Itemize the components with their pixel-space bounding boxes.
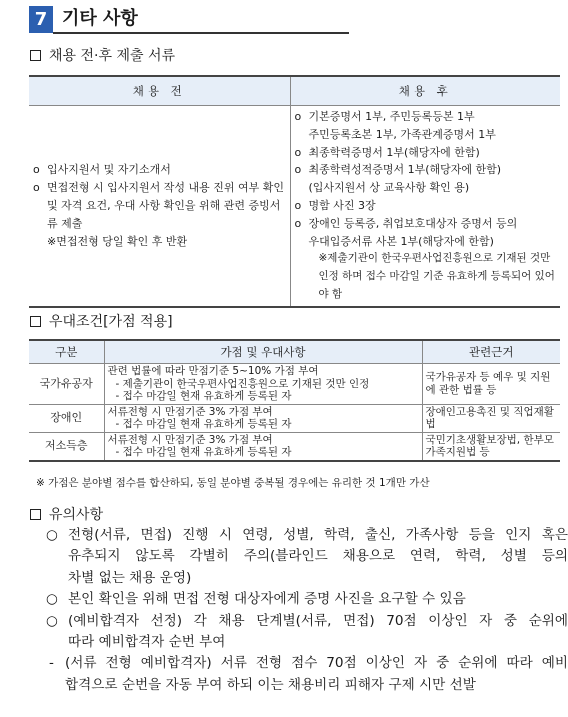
before-cell xyxy=(29,106,290,307)
list-item: - (서류 전형 예비합격자) 서류 전형 점수 70점 이상인 자 중 순위에 따라 예비 합격으로 순번을 자동 부여 하되 이는 채용비리 피해자 구제 시만 선발 xyxy=(49,655,568,693)
col-header-points: 가점 및 우대사항 xyxy=(104,340,422,364)
list-item: o 최종학력증명서 1부(해당자에 한함) xyxy=(294,145,480,159)
pref-type: 저소득층 xyxy=(29,432,104,461)
list-item: o 입사지원서 및 자기소개서 xyxy=(33,163,171,177)
section-underline xyxy=(53,32,349,34)
section-header xyxy=(29,6,349,34)
circle-bullet-icon: ○ xyxy=(46,527,58,543)
docs-heading: 채용 전·후 제출 서류 xyxy=(30,47,175,65)
caution-list xyxy=(30,525,568,696)
circle-bullet-icon: ○ xyxy=(46,612,58,629)
table-row xyxy=(29,432,560,461)
list-item: o 기본증명서 1부, 주민등록등본 1부 주민등록초본 1부, 가족관계증명서 1부 xyxy=(294,110,496,141)
section-title: 기타 사항 xyxy=(62,8,138,29)
list-item: ○ 전형(서류, 면접) 진행 시 연령, 성별, 학력, 출신, 가족사항 등을 인지 혹은 유추되지 않도록 각별히 주의(블라인드 채용으로 연력, 학력, 성별 등의 차별 없는 채용 운영) xyxy=(46,527,568,586)
pref-type: 장애인 xyxy=(29,404,104,432)
after-note: ※제출기관이 한국우편사업진흥원으로 기재된 것만 인정 하며 접수 마감일 기준 유효하게 등록되어 있어야 함 xyxy=(318,252,555,300)
section-number-badge: 7 xyxy=(29,6,53,33)
circle-bullet-icon: ○ xyxy=(46,591,58,608)
pref-heading: 우대조건[가점 적용] xyxy=(30,313,173,331)
list-item: o 최종학력성적증명서 1부(해당자에 한함) (입사지원서 상 교육사항 확인 용) xyxy=(294,163,502,195)
square-bullet-icon xyxy=(30,316,41,327)
after-cell xyxy=(290,106,560,307)
pref-table xyxy=(29,339,560,462)
col-header-type: 구분 xyxy=(29,340,104,364)
list-item: o 장애인 등록증, 취업보호대상자 증명서 등의 우대입증서류 사본 1부(해당자에 한함) xyxy=(294,216,518,248)
square-bullet-icon xyxy=(30,50,41,61)
square-bullet-icon xyxy=(30,509,41,520)
pref-footnote: ※ 가점은 분야별 점수를 합산하되, 동일 분야별 중복될 경우에는 유리한 것 1개만 가산 xyxy=(36,477,430,489)
list-item: ○ 본인 확인을 위해 면접 전형 대상자에게 증명 사진을 요구할 수 있음 xyxy=(30,589,568,610)
docs-table xyxy=(29,75,560,308)
list-item: ○ (예비합격자 선정) 각 채용 단계별(서류, 면접) 70점 이상인 자 중 순위에 따라 예비합격자 순번 부여 xyxy=(46,612,568,651)
list-item: o 면접전형 시 입사지원서 작성 내용 진위 여부 확인 및 자격 요건, 우대 사항 확인을 위해 관련 증빙서류 제출 xyxy=(33,181,284,230)
col-header-before: 채용 전 xyxy=(29,76,290,106)
col-header-after: 채용 후 xyxy=(290,76,560,106)
pref-basis: 국가유공자 등 예우 및 지원에 관한 법률 등 xyxy=(422,364,560,405)
pref-type: 국가유공자 xyxy=(29,364,104,405)
pref-points: 서류전형 시 만점기준 3% 가점 부여 - 접수 마감일 현재 유효하게 등록된 자 xyxy=(104,432,422,461)
caution-heading: 유의사항 xyxy=(30,506,103,524)
pref-points: 서류전형 시 만점기준 3% 가점 부여 - 접수 마감일 현재 유효하게 등록된 자 xyxy=(104,404,422,432)
pref-basis: 국민기초생활보장법, 한부모가족지원법 등 xyxy=(422,432,560,461)
list-item: o 명함 사진 3장 xyxy=(294,198,376,212)
table-row xyxy=(29,404,560,432)
pref-basis: 장애인고용촉진 및 직업재활법 xyxy=(422,404,560,432)
table-row xyxy=(29,364,560,405)
before-note: ※면접전형 당일 확인 후 반환 xyxy=(47,234,188,248)
pref-points: 관련 법률에 따라 만점기준 5~10% 가점 부여 - 제출기관이 한국우편사업진흥원으로 기재된 것만 인정 - 접수 마감일 현재 유효하게 등록된 자 xyxy=(104,364,422,405)
col-header-basis: 관련근거 xyxy=(422,340,560,364)
